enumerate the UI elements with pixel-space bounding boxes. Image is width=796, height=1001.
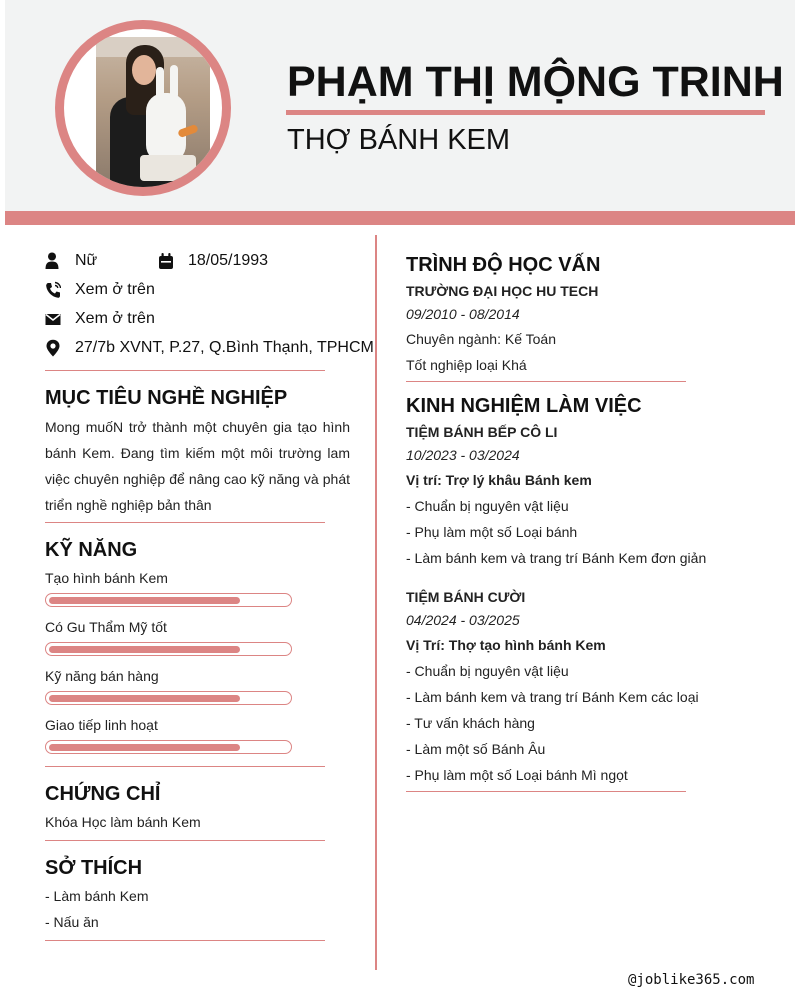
- hobby-item: - Nấu ăn: [45, 914, 99, 930]
- email-value: Xem ở trên: [75, 310, 155, 327]
- divider: [406, 381, 686, 382]
- job-period: 04/2024 - 03/2025: [406, 612, 520, 628]
- education-major: Chuyên ngành: Kế Toán: [406, 331, 556, 347]
- job-period: 10/2023 - 03/2024: [406, 447, 520, 463]
- skill-bar: [45, 740, 292, 754]
- divider: [45, 766, 325, 767]
- education-heading: TRÌNH ĐỘ HỌC VẤN: [406, 254, 601, 276]
- skill-label: Có Gu Thẩm Mỹ tốt: [45, 619, 167, 635]
- name-underline: [286, 110, 765, 115]
- phone-value: Xem ở trên: [75, 281, 155, 298]
- divider: [45, 522, 325, 523]
- email-icon: [45, 310, 61, 328]
- skills-heading: KỸ NĂNG: [45, 539, 138, 561]
- skill-bar-fill: [49, 744, 240, 751]
- job-duty: - Chuẩn bị nguyên vật liệu: [406, 663, 569, 679]
- column-divider: [375, 235, 377, 970]
- skill-bar-fill: [49, 646, 240, 653]
- school-name: TRƯỜNG ĐẠI HỌC HU TECH: [406, 283, 599, 299]
- calendar-icon: [158, 252, 174, 270]
- watermark: @joblike365.com: [628, 972, 755, 988]
- hobbies-heading: SỞ THÍCH: [45, 857, 143, 879]
- avatar: [55, 20, 231, 196]
- job-duty: - Phụ làm một số Loại bánh: [406, 524, 578, 540]
- certificates-heading: CHỨNG CHỈ: [45, 783, 161, 805]
- skill-bar-fill: [49, 695, 240, 702]
- avatar-photo-frame: [64, 29, 222, 187]
- job-duty: - Chuẩn bị nguyên vật liệu: [406, 498, 569, 514]
- job-position: Vị trí: Trợ lý khâu Bánh kem: [406, 472, 592, 488]
- candidate-name: PHẠM THỊ MỘNG TRINH: [287, 58, 784, 106]
- job-title: THỢ BÁNH KEM: [287, 124, 511, 156]
- job-duty: - Làm bánh kem và trang trí Bánh Kem các loại: [406, 689, 699, 705]
- skill-bar: [45, 691, 292, 705]
- company-name: TIỆM BÁNH CƯỜI: [406, 589, 526, 605]
- job-position: Vị Trí: Thợ tạo hình bánh Kem: [406, 637, 606, 653]
- job-duty: - Phụ làm một số Loại bánh Mì ngọt: [406, 767, 628, 783]
- profile-photo: [96, 37, 210, 187]
- user-icon: [45, 252, 61, 270]
- experience-heading: KINH NGHIỆM LÀM VIỆC: [406, 395, 642, 417]
- company-name: TIỆM BÁNH BẾP CÔ LI: [406, 424, 558, 440]
- hobby-item: - Làm bánh Kem: [45, 888, 149, 904]
- certificate-item: Khóa Học làm bánh Kem: [45, 814, 201, 830]
- skill-label: Tạo hình bánh Kem: [45, 570, 168, 586]
- divider: [45, 370, 325, 371]
- job-duty: - Tư vấn khách hàng: [406, 715, 535, 731]
- location-icon: [45, 339, 61, 357]
- divider: [406, 791, 686, 792]
- skill-bar: [45, 642, 292, 656]
- gender-value: Nữ: [75, 252, 98, 269]
- education-grade: Tốt nghiệp loại Khá: [406, 357, 527, 373]
- divider: [45, 940, 325, 941]
- skill-bar: [45, 593, 292, 607]
- skill-label: Kỹ năng bán hàng: [45, 668, 159, 684]
- skill-label: Giao tiếp linh hoạt: [45, 717, 158, 733]
- address-value: 27/7b XVNT, P.27, Q.Bình Thạnh, TPHCM: [75, 339, 374, 356]
- skill-bar-fill: [49, 597, 240, 604]
- divider: [45, 840, 325, 841]
- objective-text: Mong muốN trở thành một chuyên gia tạo hình bánh Kem. Đang tìm kiếm một môi trường lam việc chuyên nghiệp để nâng cao kỹ năng và phát triển nghề nghiệp bản thân: [45, 419, 350, 513]
- education-period: 09/2010 - 08/2014: [406, 306, 520, 322]
- objective-heading: MỤC TIÊU NGHỀ NGHIỆP: [45, 387, 288, 409]
- job-duty: - Làm một số Bánh Âu: [406, 741, 546, 757]
- phone-icon: [45, 281, 61, 299]
- job-duty: - Làm bánh kem và trang trí Bánh Kem đơn giản: [406, 550, 707, 566]
- birthdate-value: 18/05/1993: [188, 252, 269, 269]
- header-accent-band: [5, 211, 795, 225]
